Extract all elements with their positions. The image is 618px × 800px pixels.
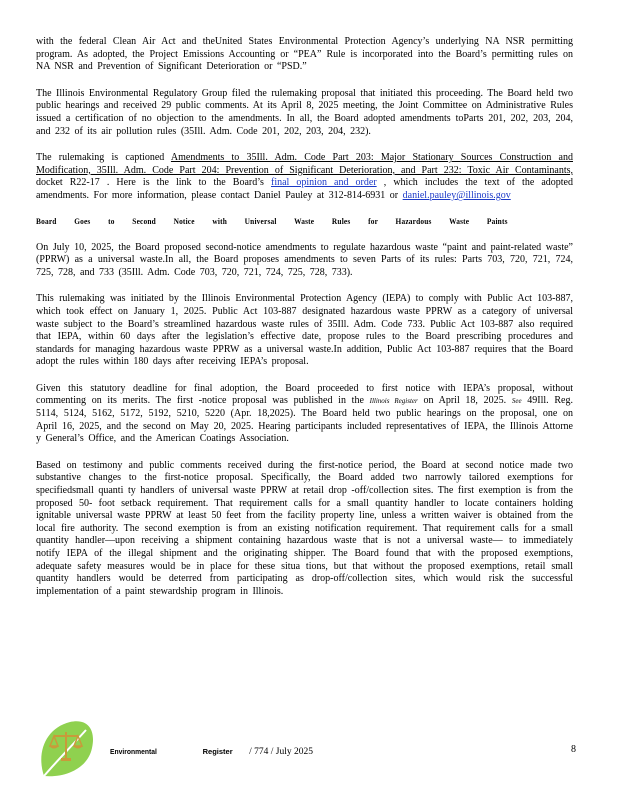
footer-citation xyxy=(110,746,313,757)
hearings-text: 49Ill. Reg. 5114, 5124, 5162, 5172, 5192, 5210, 5220 (Apr. 18,2025). The Board held two public hearings on the proposal, one on April 16, 2025, and the second on May 20, 2025. Hearing participants included representatives of IEPA, the Illinois Attorne y General’s Office, and the American Coatings Association. xyxy=(36,395,573,445)
first-notice-text: Given this statutory deadline for final adoption, the Board proceeded to first notice with IEPA’s proposal, without commenting on its merits. The first -notice proposal was published in the xyxy=(36,382,573,407)
paragraph-ierg-proposal: The Illinois Environmental Regulatory Group filed the rulemaking proposal that initiated this proceeding. The Board held two public hearings and received 29 public comments. At its April 8, 2025 meeting, the Joint Committee on Administrative Rules issued a certification of no objection to the amendments. In all, the Board adopted amendments toParts 201, 202, 203, 204, and 232 of its air pollution rules (35Ill. Adm. Code 201, 202, 203, 204, 232). xyxy=(36,87,573,137)
caption-post-text: , which includes the text of the adopted amendments. For more information, please contact Daniel Pauley at 312-814-6931 or xyxy=(36,177,574,201)
publication-name: Environmental xyxy=(110,747,157,756)
email-link[interactable]: daniel.pauley@illinois.gov xyxy=(402,189,511,201)
caption-mid-text: . Here is the link to the Board’s xyxy=(99,177,271,189)
publication-date-text: on April 18, 2025. xyxy=(417,395,512,407)
leaf-scales-logo-icon xyxy=(36,718,98,782)
paragraph-rulemaking-caption xyxy=(36,152,573,202)
see-signal: See xyxy=(511,397,522,406)
paragraph-first-notice xyxy=(36,383,573,446)
document-page xyxy=(36,36,573,612)
illinois-register-citation: Illinois Register xyxy=(369,397,418,406)
register-name: Register xyxy=(202,747,233,756)
paragraph-psd-intro: with the federal Clean Air Act and theUnited States Environmental Protection Agency’s underlying NA NSR permitting program. As adopted, the Project Emissions Accounting or “PEA” Rule is incorporated into the Board’s permitting rules on NA NSR and Prevention of Significant Deterioration or “PSD.” xyxy=(36,36,573,73)
rulemaking-caption: Amendments to 35Ill. Adm. Code Part 203: Major Stationary Sources Construction and Modification, 35Ill. Adm. Code Part 204: Prevention of Significant Deterioration, and Part 232: Toxic Air Contaminants, xyxy=(36,152,573,176)
caption-intro-text: The rulemaking is captioned xyxy=(36,152,171,164)
paragraph-iepa-initiation: This rulemaking was initiated by the Illinois Environmental Protection Agency (IEPA) to comply with Public Act 103-887, which took effect on January 1, 2025. Public Act 103-887 designated hazardous waste PPRW as a category of universal waste subject to the Board’s streamlined hazardous waste rules of 35Ill. Adm. Code 733. Public Act 103-887 also required that IEPA, within 60 days after the legislation’s effective date, propose rules to the Board prescribing procedures and standards for managing hazardous waste PPRW as a universal waste.In addition, Public Act 103-887 requires that the Board adopt the rules within 180 days after receiving IEPA’s proposal. xyxy=(36,293,573,368)
paragraph-exemptions: Based on testimony and public comments received during the first-notice period, the Board at second notice made two substantive changes to the first-notice proposal. Specifically, the Board added two narrowly tailored exemptions for specifiedsmall quanti ty handlers of universal waste PPRW at retail drop -off/collection sites. The first exemption is from the proposed 50- foot setback requirement. That requirement calls for a small quantity handler to locate containers holding ignitable universal waste PPRW at least 50 feet from the facility property line, unless a written waiver is obtained from the local fire authority. The second exemption is from an existing notification requirement. That requirement calls for a small quantity handler—upon receiving a shipment containing hazardous waste that is not a universal waste— to immediately notify IEPA of the illegal shipment and the originating shipper. The Board found that with the proposed exemptions, adequate safety measures would be in place for these situa tions, but that without the proposed exemptions, retail small quantity handlers would be deterred from participating as drop-off/collection sites, which would risk the successful implementation of a paint stewardship program in Illinois. xyxy=(36,459,573,597)
section-heading: Board Goes to Second Notice with Universal Waste Rules for Hazardous Waste Paints xyxy=(36,216,508,226)
final-opinion-link[interactable]: final opinion and order xyxy=(270,177,377,189)
page-number: 8 xyxy=(571,744,576,755)
page-footer xyxy=(36,714,576,784)
docket-number: docket R22-17 xyxy=(36,177,100,189)
paragraph-second-notice: On July 10, 2025, the Board proposed second-notice amendments to regulate hazardous waste “paint and paint-related waste” (PPRW) as a universal waste.In all, the Board proposes amendments to seven Parts of its rules: Parts 703, 720, 721, 724, 725, 728, and 733 (35Ill. Adm. Code 703, 720, 721, 724, 725, 728, 733). xyxy=(36,241,573,278)
issue-info: / 774 / July 2025 xyxy=(249,747,314,757)
